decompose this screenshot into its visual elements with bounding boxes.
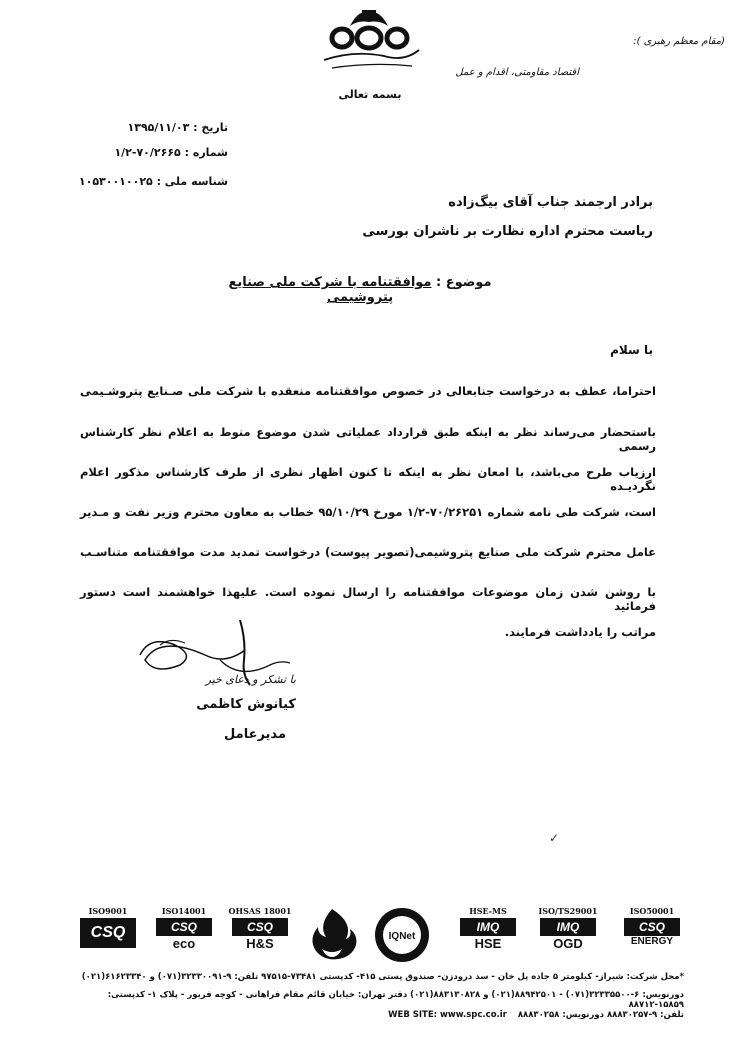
year-slogan: اقتصاد مقاومتی، اقدام و عمل <box>455 67 579 78</box>
subject-label: موضوع : <box>436 275 492 290</box>
handwritten-signature <box>120 615 300 705</box>
closing-phrase: با تشکر و دعای خیر <box>205 673 296 686</box>
signer-name: کیانوش کاظمی <box>196 697 296 712</box>
footer-phone: تلفن: ۹-۸۸۸۳۰۲۵۷ دورنویس: ۸۸۸۳۰۲۵۸ <box>517 1010 684 1020</box>
national-id: شناسه ملی : ۱۰۵۳۰۰۱۰۰۲۵ <box>78 175 228 188</box>
iqnet-seal <box>370 906 434 964</box>
cert-iso14001: ISO14001 CSQ eco <box>152 906 216 951</box>
addressee-name: برادر ارجمند جناب آقای بیگ‌زاده <box>448 195 653 210</box>
body-line: باستحضار می‌رساند نظر به اینکه طبق قرارداد عملیاتی شدن موضوع منوط به اعلام نظر کارشناس رسمی <box>80 425 656 453</box>
company-logo <box>312 8 427 74</box>
addressee-title: ریاست محترم اداره نظارت بر ناشران بورسی <box>362 224 653 239</box>
cert-iso9001: ISO9001 CSQ <box>76 906 140 948</box>
leader-quote-tag: (مقام معظم رهبری ): <box>633 36 725 47</box>
body-line: ارزیاب طرح می‌باشد، با امعان نظر به اینکه تا کنون اظهار نظری از طرف کارشناس مذکور اعلام نگردیـده <box>80 465 656 493</box>
body-line: مراتب را یادداشت فرمایند. <box>504 625 656 639</box>
footer-fax-tehran: دورنویس: ۶-۳۲۳۳۵۵۰۰(۰۷۱) - ۸۸۹۴۲۵۰۱(۰۲۱) و ۸۸۳۱۳۰۸۲۸(۰۲۱) دفتر تهران: خیابان قائم مقام فراهانی - کوچه فریور - پلاک ۱- کدپستی: ۱۵۸۵۹-۸۸۷۱۲ <box>107 990 684 1010</box>
corner-mark: ✓ <box>549 831 560 845</box>
footer-contact <box>72 1010 684 1020</box>
footer-address: *محل شرکت: شیراز- کیلومتر ۵ جاده پل خان - سد درودزن- صندوق پستی ۴۱۵- کدپستی ۷۳۴۸۱-۹۷۵۱۵ تلفن: ۹-۳۲۳۳۰۰۹۱(۰۷۱) و ۶۱۶۲۳۳۴۰(۰۲۱) <box>81 972 684 982</box>
body-line: احتراما، عطف به درخواست جنابعالی در خصوص موافقتنامه منعقده با شرکت ملی صـنایع پتروشـیمی <box>80 384 656 398</box>
iqnet-label: IQNet <box>388 931 416 942</box>
greeting: با سلام <box>610 343 653 357</box>
letter-number: شماره : ۷۰/۲۶۶۵-۱/۲ <box>114 146 228 159</box>
cert-ohsas18001: OHSAS 18001 CSQ H&S <box>228 906 292 951</box>
body-line: عامل محترم شرکت ملی صنایع پتروشیمی(تصویر پیوست) درخواست تمدید مدت موافقتنامه متناسـب <box>80 545 656 559</box>
letter-date: تاریخ : ۱۳۹۵/۱۱/۰۳ <box>127 121 228 134</box>
bismillah: بسمه تعالی <box>338 88 402 101</box>
footer-website: WEB SITE: www.spc.co.ir <box>388 1010 507 1020</box>
petrochemical-emblem <box>306 907 358 963</box>
body-line: با روشن شدن زمان موضوعات موافقتنامه را ارسال نموده است. علیهذا خواهشمند است دستور فرمائید <box>80 585 656 613</box>
subject-line <box>200 275 520 305</box>
signer-title: مدیرعامل <box>224 727 286 742</box>
cert-hse-ms: HSE-MS IMQ HSE <box>456 906 520 951</box>
cert-iso-ts29001: ISO/TS29001 IMQ OGD <box>538 906 598 951</box>
cert-iso50001: ISO50001 CSQ ENERGY <box>620 906 684 947</box>
body-line: است، شرکت طی نامه شماره ۷۰/۲۶۲۵۱-۱/۲ مورخ ۹۵/۱۰/۲۹ خطاب به معاون محترم وزیر نفت و مـدیر <box>80 505 656 519</box>
subject-value: موافقتنامه با شرکت ملی صنایع پتروشیمی <box>228 275 432 305</box>
